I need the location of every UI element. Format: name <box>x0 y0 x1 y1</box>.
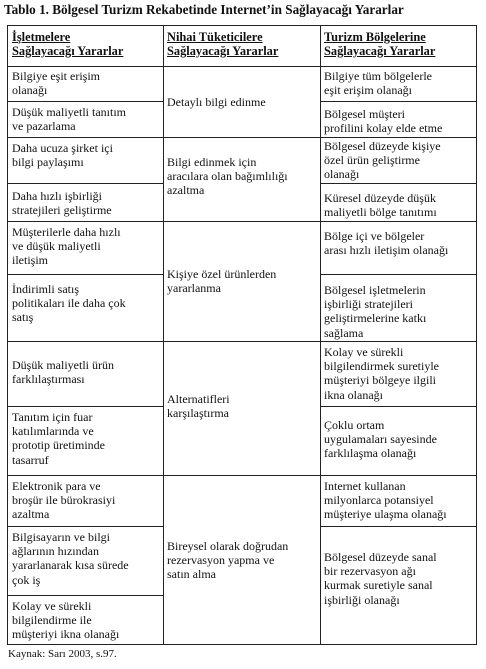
table-cell: Düşük maliyetli ürün farklılaştırması <box>12 358 114 387</box>
table-cell: İndirimli satış politikaları ile daha çok satış <box>12 282 126 325</box>
table-cell: Bireysel olarak doğrudan rezervasyon yapma ve satın alma <box>167 539 289 582</box>
row-divider <box>8 274 163 275</box>
row-divider <box>320 274 476 275</box>
row-divider <box>320 183 476 184</box>
row-divider <box>320 526 476 527</box>
table-cell: Internet kullanan milyonlarca potansiyel müşteriye ulaşma olanağı <box>324 479 447 522</box>
row-divider <box>8 406 163 407</box>
row-divider <box>8 475 163 476</box>
row-divider <box>163 475 320 476</box>
row-divider <box>320 221 476 222</box>
row-divider <box>8 595 163 596</box>
row-divider <box>8 183 163 184</box>
table-cell: Kolay ve sürekli bilgilendirmek suretiyle müşteriyi bölgeye ilgili ikna olanağı <box>324 345 439 402</box>
benefits-table <box>7 25 477 645</box>
table-cell: Bölge içi ve bölgeler arası hızlı iletişim olanağı <box>324 229 449 258</box>
row-divider <box>8 526 163 527</box>
table-cell: Bölgesel müşteri profilini kolay elde etme <box>324 107 443 136</box>
row-divider <box>320 406 476 407</box>
table-cell: Tanıtım için fuar katılımlarında ve prototip üretiminde tasarruf <box>12 410 105 467</box>
row-divider <box>320 475 476 476</box>
table-cell: Bilgiye eşit erişim olanağı <box>12 69 100 98</box>
table-cell: Bölgesel düzeyde kişiye özel ürün geliştirme olanağı <box>324 139 441 182</box>
table-cell: Düşük maliyetli tanıtım ve pazarlama <box>12 105 126 134</box>
table-cell: Bilgisayarın ve bilgi ağlarının hızından yararlanarak kısa sürede çok iş <box>12 530 129 587</box>
source-note: Kaynak: Sarı 2003, s.97. <box>8 648 117 660</box>
table-cell: Alternatifleri karşılaştırma <box>167 392 230 421</box>
table-cell: Bilgiye tüm bölgelerle eşit erişim olanağı <box>324 69 432 98</box>
table-cell: Daha hızlı işbirliği stratejileri geliştirme <box>12 189 112 218</box>
row-divider <box>163 341 320 342</box>
row-divider <box>320 101 476 102</box>
table-cell: Kolay ve sürekli bilgilendirme ile müşteriyi ikna olanağı <box>12 599 120 642</box>
table-cell: Elektronik para ve broşür ile bürokrasiyi azaltma <box>12 479 116 522</box>
header-consumers: Nihai Tüketicilere Sağlayacağı Yararlar <box>167 30 279 58</box>
table-cell: Küresel düzeyde düşük maliyetli bölge tanıtımı <box>324 191 437 220</box>
table-title: Tablo 1. Bölgesel Turizm Rekabetinde Internet’in Sağlayacağı Yararlar <box>4 2 404 17</box>
header-regions: Turizm Bölgelerine Sağlayacağı Yararlar <box>324 30 436 58</box>
row-divider <box>163 137 320 138</box>
row-divider <box>8 341 163 342</box>
table-cell: Müşterilerle daha hızlı ve düşük maliyetli iletişim <box>12 225 121 268</box>
header-divider <box>8 66 476 67</box>
table-cell: Detaylı bilgi edinme <box>167 95 266 109</box>
header-businesses: İşletmelere Sağlayacağı Yararlar <box>12 30 124 58</box>
table-cell: Bilgi edinmek için aracılara olan bağımlılığı azaltma <box>167 155 288 198</box>
table-cell: Daha ucuza şirket içi bilgi paylaşımı <box>12 141 113 170</box>
row-divider <box>320 341 476 342</box>
row-divider <box>8 137 163 138</box>
table-cell: Çoklu ortam uygulamaları sayesinde farklılaşma olanağı <box>324 418 437 461</box>
row-divider <box>8 221 163 222</box>
row-divider <box>8 101 163 102</box>
table-cell: Kişiye özel ürünlerden yararlanma <box>167 267 277 296</box>
table-cell: Bölgesel düzeyde sanal bir rezervasyon ağı kurmak suretiyle sanal işbirliği olanağı <box>324 550 437 607</box>
row-divider <box>163 221 320 222</box>
table-cell: Bölgesel işletmelerin işbirliği stratejileri geliştirmelerine katkı sağlama <box>324 283 427 340</box>
